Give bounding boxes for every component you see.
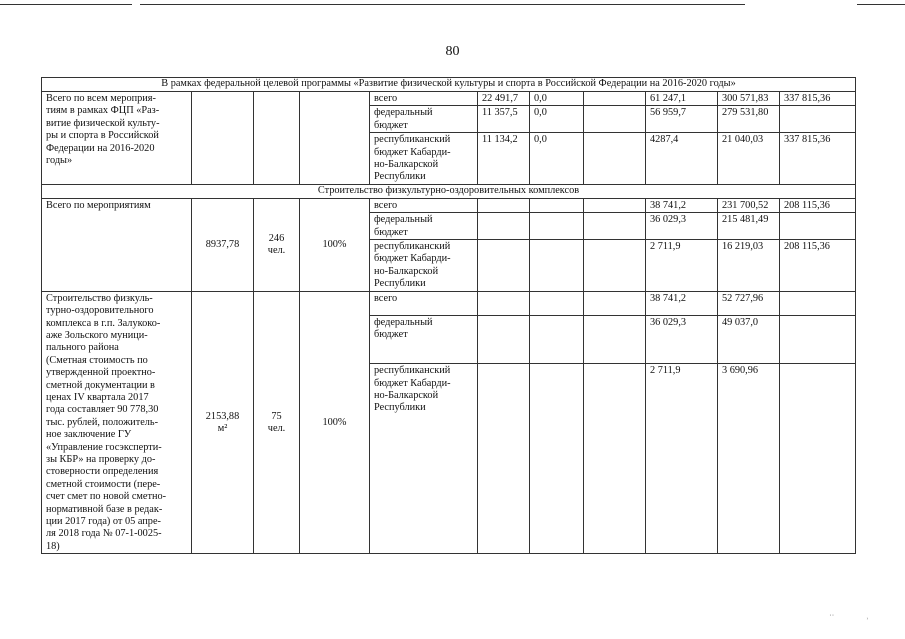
source-cell: федеральный бюджет [370, 213, 478, 240]
value-cell: 208 115,36 [780, 198, 856, 212]
top-rule-left [0, 4, 132, 5]
value-cell: 215 481,49 [718, 213, 780, 240]
value-cell: 3 690,96 [718, 364, 780, 554]
value-cell: 300 571,83 [718, 92, 780, 106]
value-cell [780, 213, 856, 240]
source-cell: республиканский бюджет Кабарди- но-Балкарской Республики [370, 133, 478, 185]
table-row [42, 198, 856, 212]
value-cell [530, 198, 584, 212]
value-cell: 49 037,0 [718, 315, 780, 364]
value-cell [478, 364, 530, 554]
scan-mark: ˒ [866, 613, 869, 622]
value-cell [584, 198, 646, 212]
value-cell: 279 531,80 [718, 106, 780, 133]
value-cell: 337 815,36 [780, 92, 856, 106]
value-cell: 11 357,5 [478, 106, 530, 133]
value-cell: 38 741,2 [646, 198, 718, 212]
value-cell [478, 315, 530, 364]
value-cell [584, 315, 646, 364]
people-cell: 246 чел. [254, 198, 300, 291]
value-cell [530, 213, 584, 240]
value-cell: 38 741,2 [646, 291, 718, 315]
source-cell: всего [370, 198, 478, 212]
source-cell: республиканский бюджет Кабарди- но-Балкарской Республики [370, 240, 478, 292]
value-cell: 4287,4 [646, 133, 718, 185]
value-cell [584, 364, 646, 554]
source-cell: республиканский бюджет Кабарди- но-Балкарской Республики [370, 364, 478, 554]
funding-table [41, 77, 856, 554]
capacity-cell [192, 92, 254, 185]
value-cell [530, 315, 584, 364]
value-cell: 36 029,3 [646, 315, 718, 364]
section-header-row [42, 78, 856, 92]
source-cell: федеральный бюджет [370, 315, 478, 364]
capacity-cell: 8937,78 [192, 198, 254, 291]
value-cell [530, 240, 584, 292]
value-cell: 0,0 [530, 133, 584, 185]
value-cell: 52 727,96 [718, 291, 780, 315]
value-cell: 56 959,7 [646, 106, 718, 133]
value-cell [780, 106, 856, 133]
value-cell [780, 315, 856, 364]
table-row [42, 92, 856, 106]
section-header-row [42, 184, 856, 198]
source-cell: всего [370, 92, 478, 106]
value-cell [584, 133, 646, 185]
readiness-cell: 100% [300, 198, 370, 291]
page-number: 80 [445, 44, 460, 59]
readiness-cell: 100% [300, 291, 370, 554]
value-cell: 2 711,9 [646, 364, 718, 554]
value-cell [584, 291, 646, 315]
program-total-label: Всего по всем мероприя- тиям в рамках ФЦП «Раз- витие физической культу- ры и спорта в Российской Федерации на 2016-2020 годы» [42, 92, 192, 185]
value-cell: 11 134,2 [478, 133, 530, 185]
object-description: Строительство физкуль- турно-оздоровительного комплекса в г.п. Залукоко- аже Зольского муници- пального района (Сметная стоимость по утвержденной проектно- сметной документации в ценах IV квартала 2017 года составляет 90 778,30 тыс. рублей, положитель- ное заключение ГУ «Управление госэксперти- зы КБР» на проверку до- стоверности определения сметной стоимости (пере- счет смет по новой сметно- нормативной базе в редак- ции 2017 года) от 05 апре- ля 2018 года № 07-1-0025- 18) [42, 291, 192, 554]
value-cell: 61 247,1 [646, 92, 718, 106]
value-cell: 36 029,3 [646, 213, 718, 240]
value-cell [584, 240, 646, 292]
readiness-cell [300, 92, 370, 185]
value-cell: 2 711,9 [646, 240, 718, 292]
source-cell: федеральный бюджет [370, 106, 478, 133]
value-cell [530, 291, 584, 315]
program-header: В рамках федеральной целевой программы «Развитие физической культуры и спорта в Российской Федерации на 2016-2020 годы» [42, 78, 856, 92]
value-cell: 0,0 [530, 106, 584, 133]
value-cell: 231 700,52 [718, 198, 780, 212]
capacity-cell: 2153,88 м² [192, 291, 254, 554]
value-cell [478, 291, 530, 315]
value-cell: 16 219,03 [718, 240, 780, 292]
value-cell [530, 364, 584, 554]
value-cell: 208 115,36 [780, 240, 856, 292]
value-cell: 22 491,7 [478, 92, 530, 106]
source-cell: всего [370, 291, 478, 315]
value-cell: 337 815,36 [780, 133, 856, 185]
value-cell [584, 92, 646, 106]
value-cell: 21 040,03 [718, 133, 780, 185]
people-cell [254, 92, 300, 185]
value-cell [478, 198, 530, 212]
top-rule-middle [140, 4, 745, 5]
value-cell [780, 364, 856, 554]
construction-total-label: Всего по мероприятиям [42, 198, 192, 291]
value-cell [584, 213, 646, 240]
value-cell [478, 213, 530, 240]
scan-mark: ˙˙ [829, 613, 835, 622]
value-cell: 0,0 [530, 92, 584, 106]
construction-header: Строительство физкультурно-оздоровительных комплексов [42, 184, 856, 198]
value-cell [584, 106, 646, 133]
people-cell: 75 чел. [254, 291, 300, 554]
top-rule-right [857, 4, 905, 5]
table-row [42, 291, 856, 315]
value-cell [780, 291, 856, 315]
value-cell [478, 240, 530, 292]
